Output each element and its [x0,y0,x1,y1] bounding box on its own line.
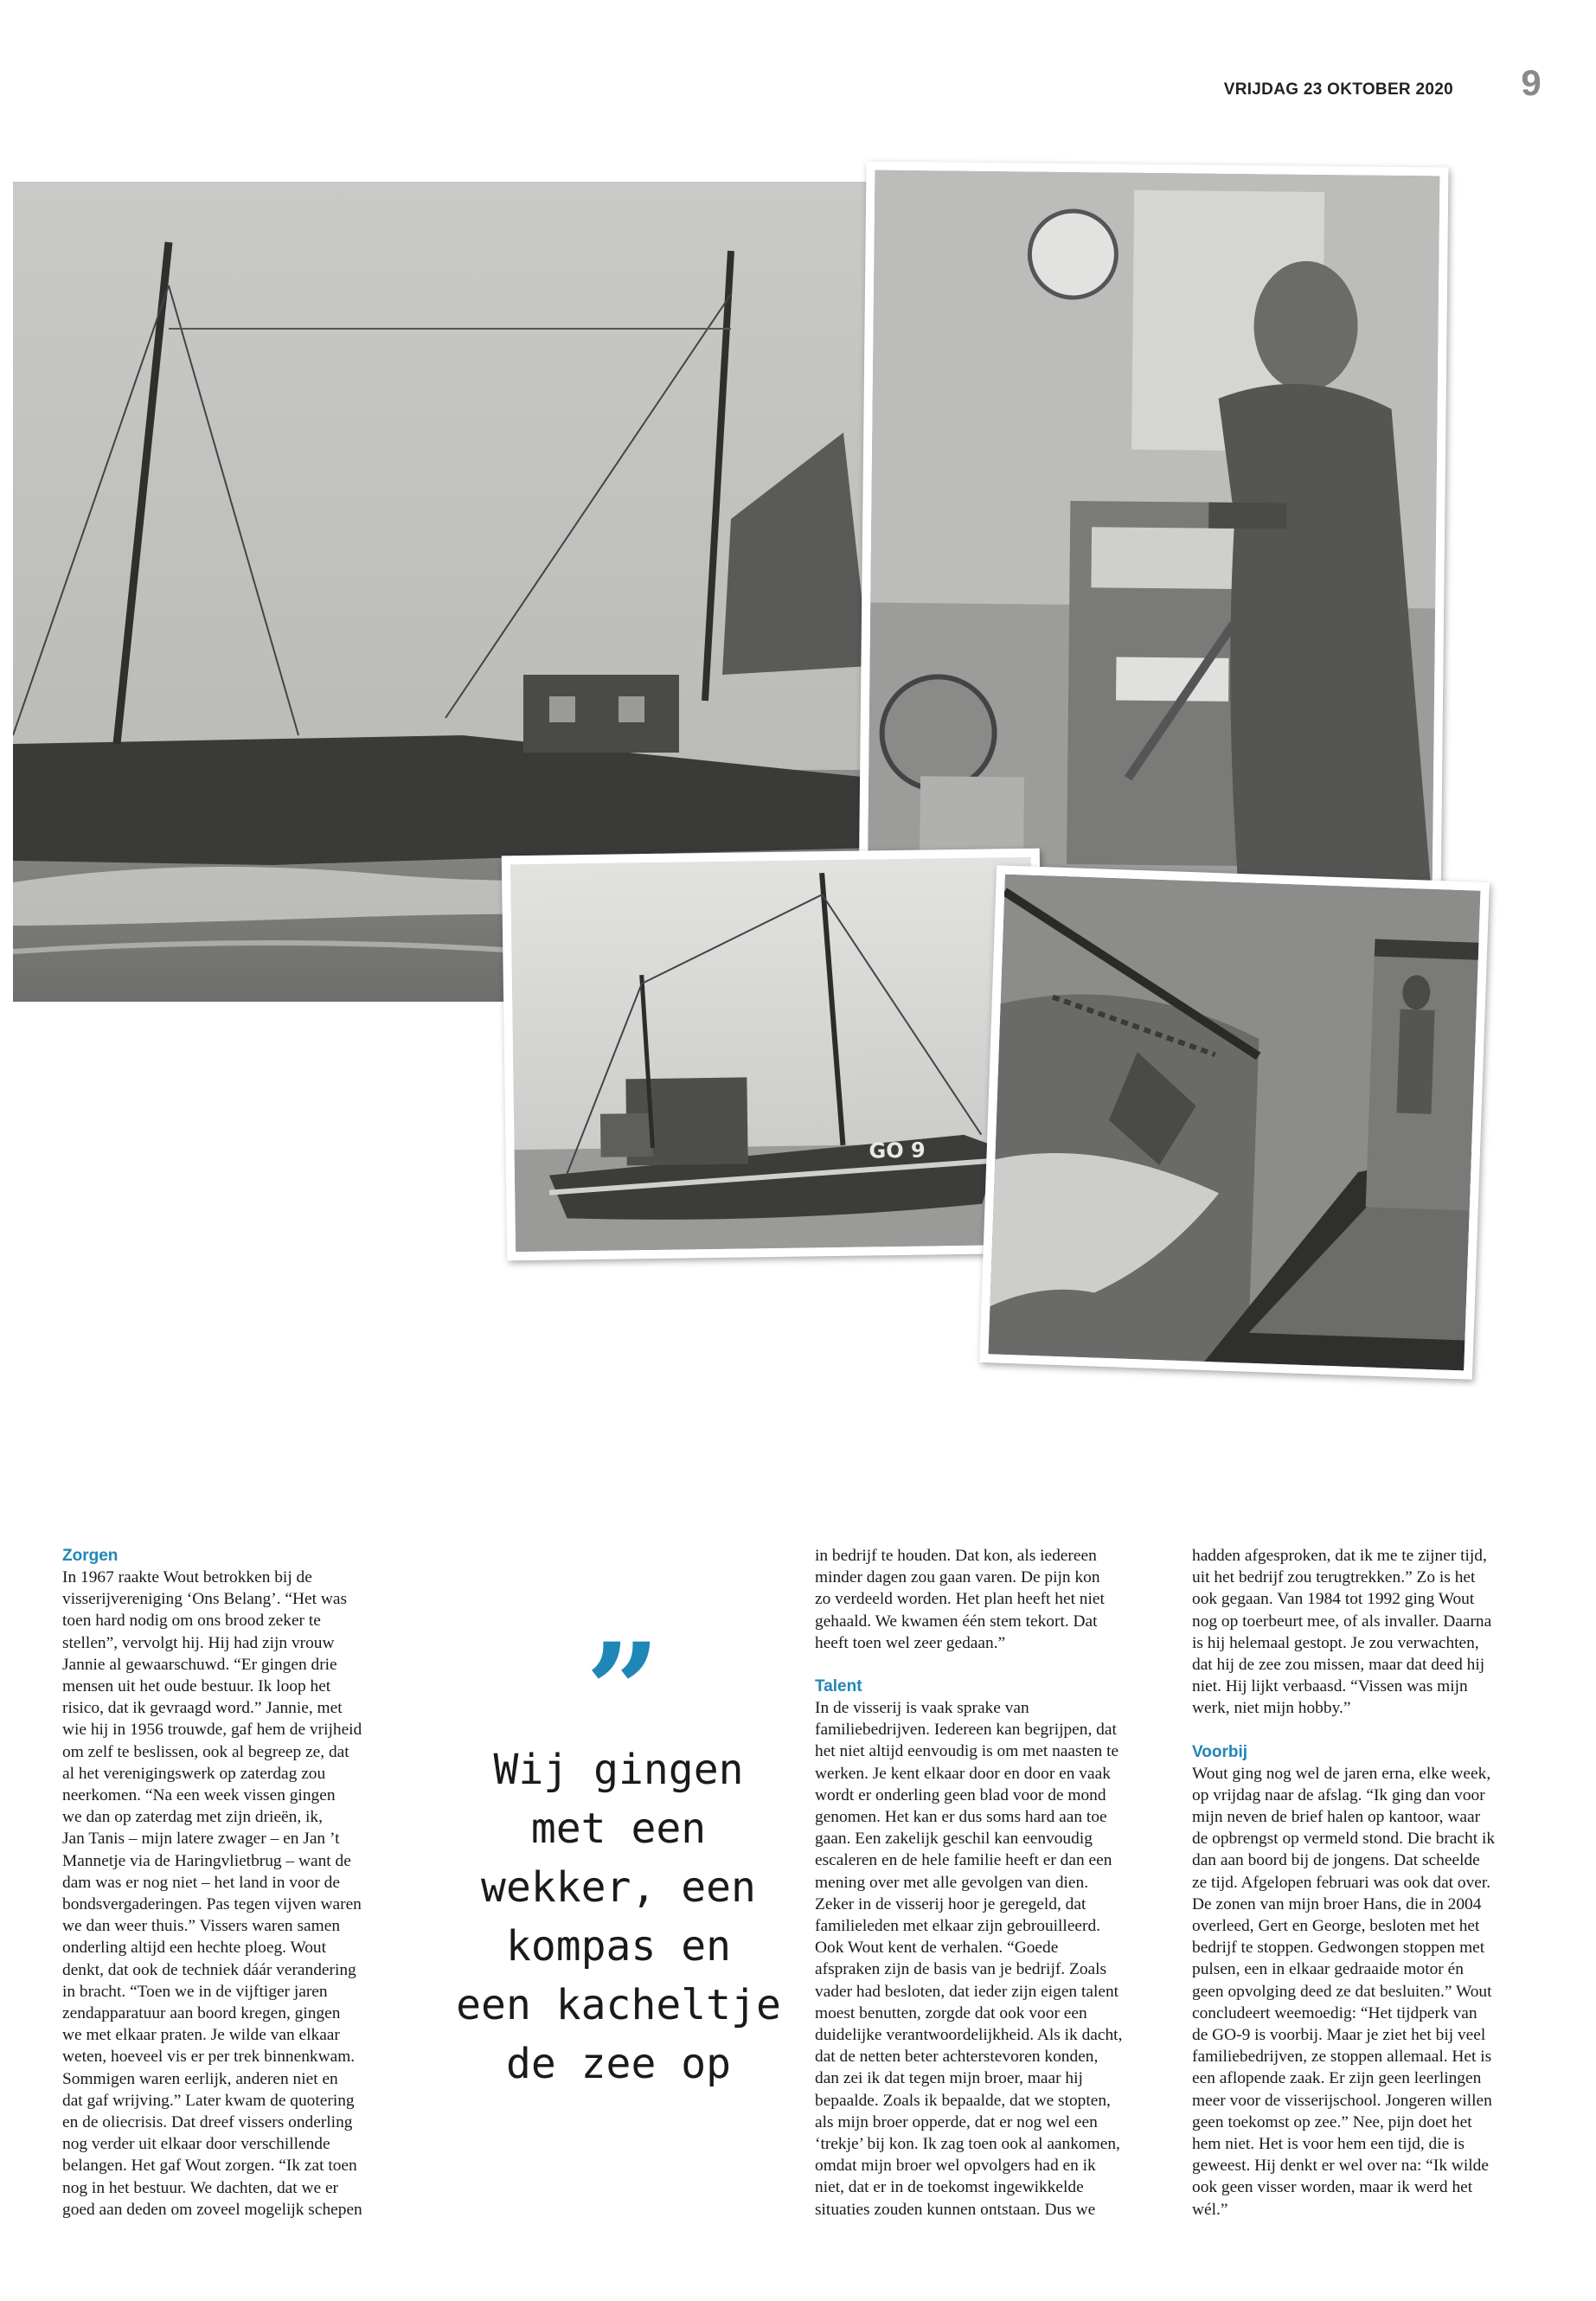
text-line: nog op toerbeurt mee, of als invaller. Daarna [1192,1612,1492,1631]
text-line: zendapparatuur aan boord kregen, gingen [62,2004,341,2023]
text-line: in bedrijf te houden. Dat kon, als iedereen [815,1547,1097,1565]
text-line: concludeert weemoedig: “Het tijdperk van [1192,2003,1477,2022]
text-line: niet, dat er in de toekomst ingewikkelde [815,2178,1084,2197]
pull-quote [445,1740,792,2093]
text-line: In 1967 raakte Wout betrokken bij de [62,1568,312,1586]
pull-quote-line: Wij gingen [493,1746,744,1794]
text-line: belangen. Het gaf Wout zorgen. “Ik zat toen [62,2157,357,2176]
text-line: Sommigen waren eerlijk, anderen niet en [62,2069,338,2088]
text-line: escaleren en de hele familie heeft er dan een [815,1851,1112,1870]
text-line: meer voor de visserijschool. Jongeren willen [1192,2091,1492,2110]
text-line: het niet altijd eenvoudig is om met naasten te [815,1742,1119,1761]
article-column-1 [62,1545,415,2221]
text-line: duidelijke verantwoordelijkheid. Als ik dacht, [815,2026,1123,2045]
text-line: risico, dat ik gevraagd word.” Jannie, met [62,1699,343,1718]
text-line: nog in het bestuur. We dachten, dat we er [62,2178,339,2197]
text-line: bondsvergaderingen. Pas tegen vijven waren [62,1895,362,1914]
text-line: genomen. Het kan er dus soms hard aan toe [815,1808,1107,1827]
text-line: om zelf te beslissen, ook al begreep ze, dat [62,1742,349,1761]
issue-date: VRIJDAG 23 OKTOBER 2020 [1223,80,1453,99]
text-line: Wout ging nog wel de jaren erna, elke week, [1192,1764,1491,1783]
text-line: denkt, dat ook de techniek dáár verandering [62,1960,356,1979]
col1-body [62,1567,415,2221]
text-line: geweest. Hij denkt er wel over na: “Ik wilde [1192,2157,1489,2176]
text-line: niet. Hij lijkt verbaasd. “Vissen was mijn [1192,1677,1468,1696]
text-line: De zonen van mijn broer Hans, die in 2004 [1192,1894,1482,1913]
text-line: familiebedrijven, ze stoppen allemaal. Het is [1192,2048,1492,2067]
text-line: ook gegaan. Van 1984 tot 1992 ging Wout [1192,1590,1475,1609]
text-line: weten, hoeveel vis er per trek binnenkwam. [62,2048,356,2067]
text-line: dat de netten beter achterstevoren konden, [815,2048,1099,2067]
skipper-radio-photo [859,161,1449,911]
subheading-zorgen: Zorgen [62,1547,119,1565]
subheading-voorbij: Voorbij [1192,1742,1248,1761]
text-line: ze tijd. Afgelopen februari was ook dat over. [1192,1873,1491,1892]
text-line: geen toekomst op zee.” Nee, pijn doet het [1192,2112,1472,2131]
text-line: gaan. Een zakelijk geschil kan eenvoudig [815,1830,1093,1849]
text-line: situaties zouden kunnen ontstaan. Dus we [815,2200,1096,2219]
text-line: familiebedrijven. Iedereen kan begrijpen, dat [815,1721,1117,1740]
text-line: pulsen, een in elkaar gedraaide motor én [1192,1960,1464,1979]
text-line: vader had besloten, dat ieder zijn eigen talent [815,1982,1119,2001]
text-line: wordt er onderling geen blad voor de mond [815,1785,1106,1804]
text-line: dat hij de zee zou missen, maar dat deed hij [1192,1656,1485,1675]
text-line: Zeker in de visserij hoor je geregeld, dat [815,1894,1086,1913]
text-line: In de visserij is vaak sprake van [815,1699,1029,1718]
text-line: familieleden met elkaar zijn gebrouilleerd. [815,1917,1101,1936]
go9-vessel-photo [502,849,1045,1261]
text-line: wie hij in 1956 trouwde, gaf hem de vrijheid [62,1721,362,1740]
text-line: hadden afgesproken, dat ik me te zijner tijd, [1192,1547,1487,1565]
pull-quote-line: met een [530,1804,707,1853]
text-line: we met elkaar praten. Je wilde van elkaar [62,2026,340,2045]
col4-body-a [1192,1545,1555,1720]
article-column-4 [1192,1545,1555,2221]
text-line: in bracht. “Toen we in de vijftiger jaren [62,1982,328,2001]
text-line: Jan Tanis – mijn latere zwager – en Jan ’t [62,1830,340,1849]
text-line: bepaalde. Zoals ik bepaalde, dat we stopten, [815,2091,1111,2110]
pull-quote-line: een kacheltje [456,1981,781,2029]
text-line: hem niet. Het is voor hem een tijd, die is [1192,2135,1465,2154]
text-line: we dan weer thuis.” Vissers waren samen [62,1917,341,1936]
text-line: zo verdeeld worden. Het plan heeft het niet [815,1590,1105,1609]
text-line: Ook Wout kent de verhalen. “Goede [815,1939,1059,1958]
text-line: bedrijf te stoppen. Gedwongen stoppen met [1192,1939,1485,1958]
text-line: stellen”, vervolgt hij. Hij had zijn vrouw [62,1633,335,1652]
go9-hull-marking: GO 9 [869,1138,926,1163]
article-column-3 [815,1545,1174,2221]
text-line: goed aan deden om zoveel mogelijk schepen [62,2200,362,2219]
quote-mark-icon: ” [585,1615,661,1767]
text-line: op vrijdag naar de afslag. “Ik ging dan voor [1192,1785,1485,1804]
text-line: minder dagen zou gaan varen. De pijn kon [815,1568,1100,1587]
text-line: mijn neven de brief halen op kantoor, waar [1192,1808,1481,1827]
text-line: als mijn broer opperde, dat er nog wel een [815,2112,1098,2131]
text-line: en de oliecrisis. Dat dreef vissers onderling [62,2113,353,2132]
text-line: uit het bedrijf zou terugtrekken.” Zo is het [1192,1568,1476,1587]
text-line: gehaald. We kwamen één stem tekort. Dat [815,1612,1098,1631]
text-line: dan aan boord bij de jongens. Dat scheelde [1192,1851,1480,1870]
text-line: een aflopende zaak. Er zijn geen leerlingen [1192,2069,1482,2088]
text-line: neerkomen. “Na een week vissen gingen [62,1786,336,1805]
page-number: 9 [1521,62,1542,103]
text-line: overleed, Gert en George, besloten met het [1192,1917,1480,1936]
col3-body-a [815,1545,1174,1654]
text-line: de opbrengst op vermeld stond. Die bracht ik [1192,1830,1496,1849]
pull-quote-line: wekker, een [481,1863,756,1912]
subheading-talent: Talent [815,1677,862,1696]
text-line: ook geen visser worden, maar ik werd het [1192,2178,1473,2197]
text-line: we dan op zaterdag met zijn drieën, ik, [62,1808,323,1827]
pull-quote-line: de zee op [505,2040,732,2088]
text-line: geen opvolging deed ze dat besluiten.” Wout [1192,1982,1492,2001]
text-line: dan zei ik dat tegen mijn broer, maar hij [815,2069,1083,2088]
text-line: dam was er nog niet – het land in voor de [62,1873,340,1892]
text-line: ‘trekje’ bij kon. Ik zag toen ook al aankomen, [815,2135,1120,2154]
text-line: mening over met alle gevolgen van dien. [815,1873,1089,1892]
text-line: Jannie al gewaarschuwd. “Er gingen drie [62,1655,337,1674]
text-line: is hij helemaal gestopt. Je zou verwachten, [1192,1633,1479,1652]
text-line: onderling altijd een hechte ploeg. Wout [62,1939,327,1958]
col3-body-b [815,1697,1174,2221]
text-line: afspraken zijn de basis van je bedrijf. Zoals [815,1960,1107,1979]
text-line: wél.” [1192,2200,1228,2219]
text-line: moest benutten, zorgde dat ook voor een [815,2003,1087,2022]
text-line: werken. Je kent elkaar door en door en vaak [815,1764,1111,1783]
pull-quote-line: kompas en [505,1922,732,1971]
text-line: werk, niet mijn hobby.” [1192,1699,1351,1718]
text-line: de GO-9 is voorbij. Maar je ziet het bij veel [1192,2026,1486,2045]
text-line: visserijvereniging ‘Ons Belang’. “Het was [62,1590,348,1609]
hauling-nets-photo [979,865,1490,1380]
text-line: heeft toen wel zeer gedaan.” [815,1633,1006,1652]
col4-body-b [1192,1763,1555,2221]
text-line: dat gaf wrijving.” Later kwam de quotering [62,2091,355,2110]
text-line: al het verenigingswerk op zaterdag zou [62,1764,326,1783]
text-line: omdat mijn broer wel opvolgers had en ik [815,2157,1096,2176]
text-line: nog verder uit elkaar door verschillende [62,2135,330,2154]
text-line: Mannetje via de Haringvlietbrug – want de [62,1851,351,1870]
text-line: toen hard nodig om ons brood zeker te [62,1612,321,1631]
text-line: mensen uit het oude bestuur. Ik loop het [62,1677,331,1696]
